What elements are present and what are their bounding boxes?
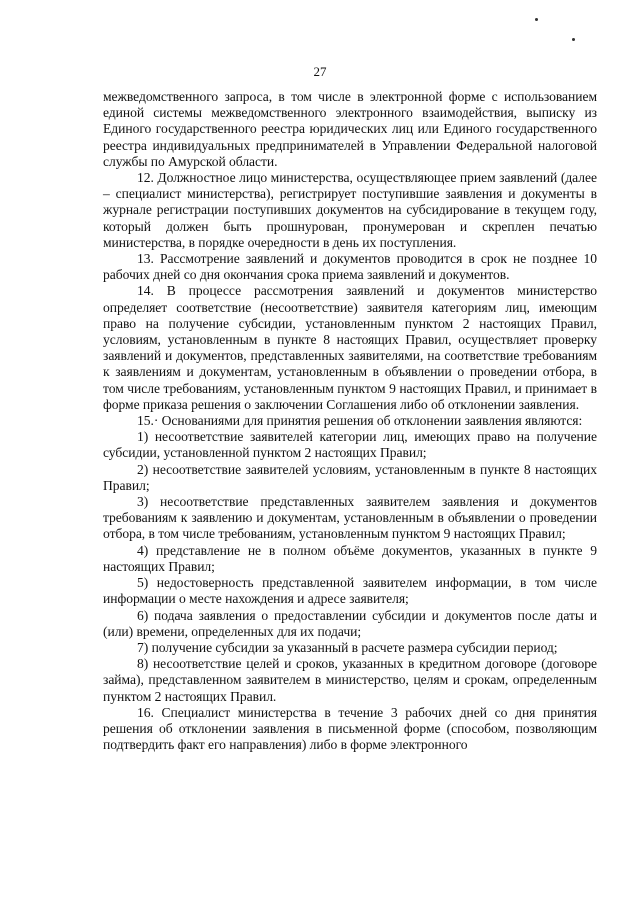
scan-speck [535, 18, 538, 21]
list-item-2: 2) несоответствие заявителей условиям, установленным в пункте 8 настоящих Правил; [103, 461, 597, 493]
paragraph-12: 12. Должностное лицо министерства, осуществляющее прием заявлений (далее – специалист министерства), регистрирует поступившие заявления и документы в журнале регистрации поступивших документов на субсидирование в текущем году, который должен быть прошнурован, пронумерован и скреплен печатью министерства, в порядке очередности в день их поступления. [103, 170, 597, 250]
list-item-7: 7) получение субсидии за указанный в расчете размера субсидии период; [137, 639, 558, 655]
scan-speck [572, 38, 575, 41]
document-body [103, 89, 597, 753]
list-item-5: 5) недостоверность представленной заявителем информации, в том числе информации о месте нахождения и адресе заявителя; [103, 575, 597, 607]
list-item-8: 8) несоответствие целей и сроков, указанных в кредитном договоре (договоре займа), представленном заявителем в министерство, целям и срокам, определенным пунктом 2 настоящих Правил. [103, 656, 597, 704]
list-item-3: 3) несоответствие представленных заявителем заявления и документов требованиям к заявлению и документам, установленным в объявлении о проведении отбора, в том числе требованиям, установленным пунктом 9 настоящих Правил; [103, 494, 597, 542]
paragraph-continuation: межведомственного запроса, в том числе в электронной форме с использованием единой системы межведомственного электронного взаимодействия, выписку из Единого государственного реестра юридических лиц или Единого государственного реестра индивидуальных предпринимателей в Управлении Федеральной налоговой службы по Амурской области. [103, 89, 597, 169]
paragraph-13: 13. Рассмотрение заявлений и документов проводится в срок не позднее 10 рабочих дней со дня окончания срока приема заявлений и документов. [103, 251, 597, 283]
list-item-6: 6) подача заявления о предоставлении субсидии и документов после даты и (или) времени, определенных для их подачи; [103, 607, 597, 639]
page-number: 27 [313, 64, 327, 79]
paragraph-14: 14. В процессе рассмотрения заявлений и документов министерство определяет соответствие (несоответствие) заявителя категориям лиц, имеющим право на получение субсидии, установленным пунктом 2 настоящих Правил, условиям, установленным в пункте 8 настоящих Правил, осуществляет проверку заявлений и документов, представленных заявителями, на соответствие требованиям к заявлениям и документам, установленным в объявлении о проведении отбора, в том числе требованиям, установленным пунктом 9 настоящих Правил, и принимает в форме приказа решения о заключении Соглашения либо об отклонении заявления. [103, 283, 597, 412]
list-item-4: 4) представление не в полном объёме документов, указанных в пункте 9 настоящих Правил; [103, 542, 597, 574]
paragraph-16: 16. Специалист министерства в течение 3 рабочих дней со дня принятия решения об отклонении заявления в письменной форме (способом, позволяющим подтвердить факт его направления) либо в форме электронного [103, 704, 597, 753]
list-item-1: 1) несоответствие заявителей категории лиц, имеющих право на получение субсидии, установленной пунктом 2 настоящих Правил; [103, 429, 597, 461]
paragraph-15: 15.· Основаниями для принятия решения об отклонении заявления являются: [137, 413, 583, 429]
